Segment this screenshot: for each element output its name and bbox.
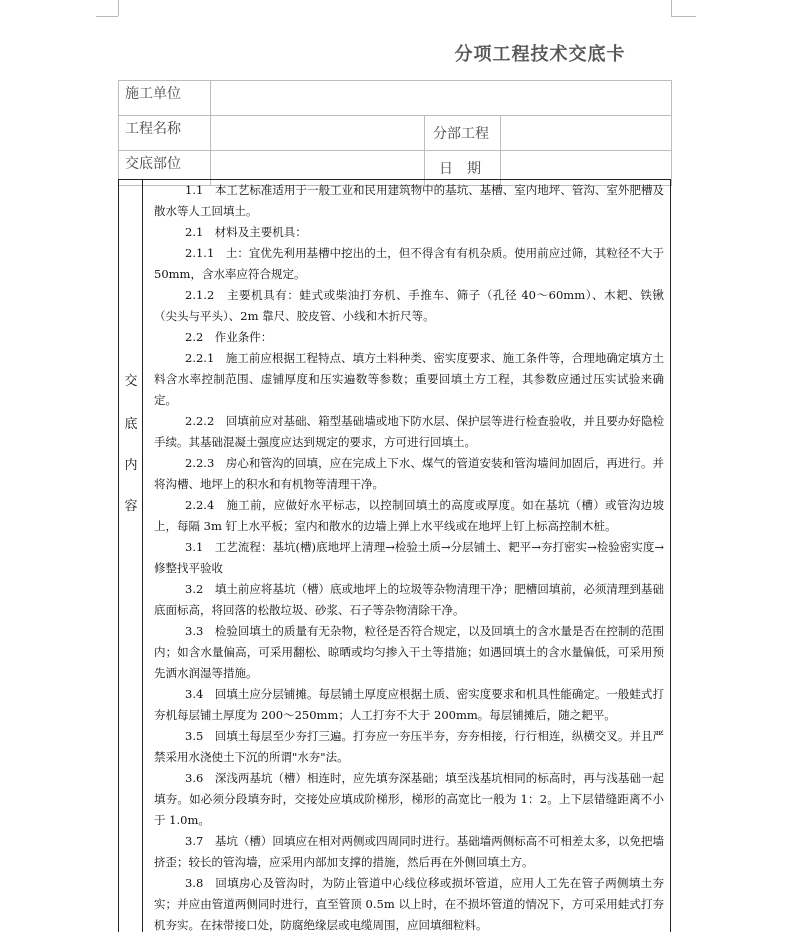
side-label-char: 交 xyxy=(124,374,138,389)
unit-value-cell xyxy=(211,81,672,116)
crop-mark-top-right-h xyxy=(671,16,696,17)
project-value-cell xyxy=(211,116,425,151)
content-text xyxy=(154,180,664,936)
part-label: 交底部位 xyxy=(119,151,211,186)
disclosure-content-box xyxy=(118,179,671,932)
side-label-column xyxy=(119,180,143,932)
paragraph: 2.2.4 施工前，应做好水平标志，以控制回填土的高度或厚度。如在基坑（槽）或管沟边坡上，每隔 3m 钉上水平板；室内和散水的边墙上弹上水平线或在地坪上钉上标高控制木桩。 xyxy=(154,498,664,533)
paragraph: 2.1.1 土：宜优先利用基槽中挖出的土，但不得含有有机杂质。使用前应过筛，其粒径不大于 50mm，含水率应符合规定。 xyxy=(154,246,664,281)
paragraph: 2.2 作业条件： xyxy=(185,330,273,344)
paragraph: 3.7 基坑（槽）回填应在相对两侧或四周同时进行。基础墙两侧标高不可相差太多，以免把墙挤歪；较长的管沟墙，应采用内部加支撑的措施，然后再在外侧回填土方。 xyxy=(154,834,664,869)
side-label-char: 容 xyxy=(124,499,138,514)
sub-project-label: 分部工程 xyxy=(425,116,501,151)
project-label: 工程名称 xyxy=(119,116,211,151)
paragraph: 3.5 回填土每层至少夯打三遍。打夯应一夯压半夯，夯夯相接，行行相连，纵横交叉。并且严禁采用水浇使土下沉的所谓"水夯"法。 xyxy=(154,729,664,764)
paragraph: 2.1.2 主要机具有：蛙式或柴油打夯机、手推车、筛子（孔径 40～60mm）、木耙、铁锹（尖头与平头）、2m 靠尺、胶皮管、小线和木折尺等。 xyxy=(154,288,664,323)
paragraph: 3.8 回填房心及管沟时，为防止管道中心线位移或损坏管道，应用人工先在管子两侧填土夯实；并应由管道两侧同时进行，直至管顶 0.5m 以上时，在不损坏管道的情况下，方可采用蛙式打夯机夯实。在抹带接口处，防腐绝缘层或电缆周围，应回填细粒料。 xyxy=(154,876,664,932)
sub-project-value-cell xyxy=(501,116,672,151)
paragraph: 3.3 检验回填土的质量有无杂物，粒径是否符合规定，以及回填土的含水量是否在控制的范围内；如含水量偏高，可采用翻松、晾晒或均匀掺入干土等措施；如遇回填土的含水量偏低，可采用预先洒水润湿等措施。 xyxy=(154,624,664,680)
paragraph: 2.2.1 施工前应根据工程特点、填方土料种类、密实度要求、施工条件等，合理地确定填方土料含水率控制范围、虚铺厚度和压实遍数等参数；重要回填土方工程，其参数应通过压实试验来确定。 xyxy=(154,351,664,407)
header-row-unit xyxy=(119,81,672,116)
paragraph: 3.6 深浅两基坑（槽）相连时，应先填夯深基础；填至浅基坑相同的标高时，再与浅基础一起填夯。如必须分段填夯时，交接处应填成阶梯形，梯形的高宽比一般为 1：2。上下层错缝距离不小于 1.0m。 xyxy=(154,771,664,827)
paragraph: 3.1 工艺流程：基坑(槽)底地坪上清理→检验土质→分层铺土、耙平→夯打密实→检验密实度→修整找平验收 xyxy=(154,540,664,575)
paragraph: 2.2.2 回填前应对基础、箱型基础墙或地下防水层、保护层等进行检查验收，并且要办好隐检手续。其基础混凝土强度应达到规定的要求，方可进行回填土。 xyxy=(154,414,664,449)
paragraph: 2.2.3 房心和管沟的回填，应在完成上下水、煤气的管道安装和管沟墙间加固后，再进行。并将沟槽、地坪上的积水和有机物等清理干净。 xyxy=(154,456,664,491)
side-label-char: 底 xyxy=(124,417,138,432)
header-row-project xyxy=(119,116,672,151)
crop-mark-top-left-h xyxy=(96,16,118,17)
document-title: 分项工程技术交底卡 xyxy=(454,44,626,65)
paragraph: 2.1 材料及主要机具： xyxy=(185,225,307,239)
paragraph: 3.2 填土前应将基坑（槽）底或地坪上的垃圾等杂物清理干净；肥槽回填前，必须清理到基础底面标高，将回落的松散垃圾、砂浆、石子等杂物清除干净。 xyxy=(154,582,664,617)
unit-label: 施工单位 xyxy=(119,81,211,116)
crop-mark-top-left-v xyxy=(118,0,119,16)
date-label: 日 期 xyxy=(425,151,501,186)
crop-mark-top-right-v xyxy=(671,0,672,16)
header-table xyxy=(118,80,672,186)
paragraph: 1.1 本工艺标准适用于一般工业和民用建筑物中的基坑、基槽、室内地坪、管沟、室外肥槽及散水等人工回填土。 xyxy=(154,183,664,218)
paragraph: 3.4 回填土应分层铺摊。每层铺土厚度应根据土质、密实度要求和机具性能确定。一般蛙式打夯机每层铺土厚度为 200～250mm；人工打夯不大于 200mm。每层铺摊后，随之耙平。 xyxy=(154,687,664,722)
side-label-char: 内 xyxy=(124,458,138,473)
